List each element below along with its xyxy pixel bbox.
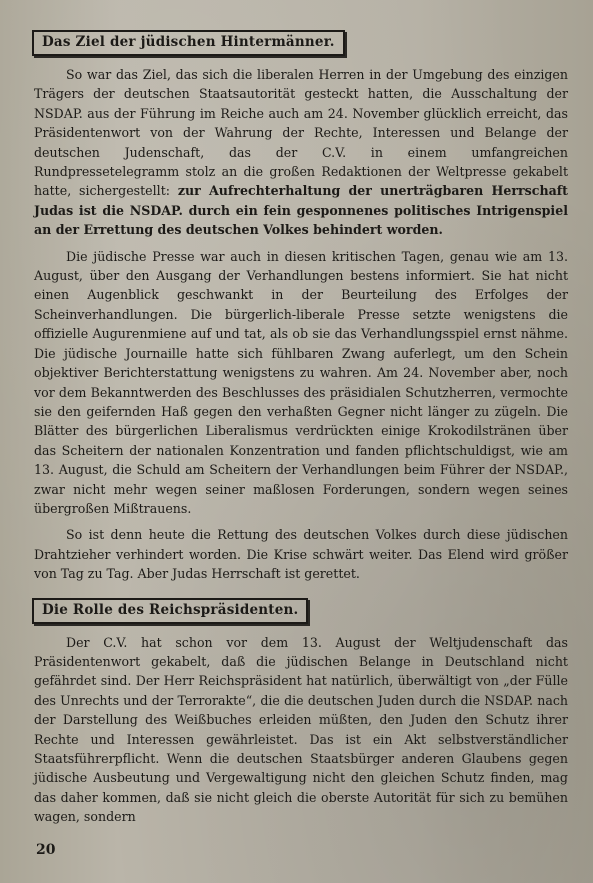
- paragraph-2: Die jüdische Presse war auch in diesen kritischen Tagen, genau wie am 13. August, über den Ausgang der Verhandlungen bestens informiert. Sie hat nicht einen Augenblick geschwankt in der Beurteilung des Erfolges der Scheinverhandlungen. Die bürgerlich-liberale Presse setzte wenigstens die offizielle Augurenmiene auf und tat, als ob sie das Verhandlungsspiel ernst nähme. Die jüdische Journaille hatte sich fühlbaren Zwang auferlegt, um den Schein objektiver Berichterstattung wenigstens zu wahren. Am 24. November aber, noch vor dem Bekanntwerden des Beschlusses des präsidialen Schutzherren, vermochte sie den geifernden Haß gegen den verhaßten Gegner nicht länger zu zügeln. Die Blätter des bürgerlichen Liberalismus verdrückten einige Krokodilstränen über das Scheitern der nationalen Konzentration und fanden pflichtschuldigst, wie am 13. August, die Schuld am Scheitern der Verhandlungen beim Führer der NSDAP., zwar nicht mehr wegen seiner maßlosen Forderungen, sondern wegen seines übergroßen Mißtrauens.: [34, 248, 568, 516]
- paragraph-4: Der C.V. hat schon vor dem 13. August der Weltjudenschaft das Präsidentenwort gekabelt, daß die jüdischen Belange in Deutschland nicht gefährdet sind. Der Herr Reichspräsident hat natürlich, überwältigt von „der Fülle des Unrechts und der Terrorakte“, die die deutschen Juden durch die NSDAP. nach der Darstellung des Weißbuches erleiden müßten, den Juden den Schutz ihrer Rechte und Interessen gewährleistet. Das ist ein Akt selbstverständlicher Staatsführerpflicht. Wenn die deutschen Staatsbürger anderen Glaubens gegen jüdische Ausbeutung und Vergewaltigung nicht den gleichen Schutz finden, mag das daher kommen, daß sie nicht gleich die oberste Autorität für sich zu bemühen wagen, sondern: [34, 634, 568, 825]
- paragraph-1: [34, 65, 568, 240]
- page-number: 20: [36, 842, 56, 858]
- section-heading-2: Die Rolle des Reichspräsidenten.: [32, 598, 308, 624]
- section-heading-1: Das Ziel der jüdischen Hintermänner.: [32, 30, 345, 56]
- paragraph-1-text: So war das Ziel, das sich die liberalen Herren in der Umgebung des einzigen Trägers der deutschen Staatsautorität gesteckt hatten, die Ausschaltung der NSDAP. aus der Führung im Reiche auch am 24. November glücklich erreicht, das Präsidentenwort von der Wahrung der Rechte, Interessen und Belange der deutschen Judenschaft, das der C.V. in einem umfangreichen Rundpressetelegramm stolz an die großen Redaktionen der Weltpresse gekabelt hatte, sichergestellt:: [34, 67, 568, 199]
- book-page: [34, 24, 568, 864]
- paragraph-3: So ist denn heute die Rettung des deutschen Volkes durch diese jüdischen Drahtzieher verhindert worden. Die Krise schwärt weiter. Das Elend wird größer von Tag zu Tag. Aber Judas Herrschaft ist gerettet.: [34, 527, 568, 582]
- paragraph-1-bold-text: zur Aufrechterhaltung der unerträgbaren Herrschaft Judas ist die NSDAP. durch ein fein gesponnenes politisches Intrigenspiel an der Errettung des deutschen Volkes behindert worden.: [34, 183, 568, 238]
